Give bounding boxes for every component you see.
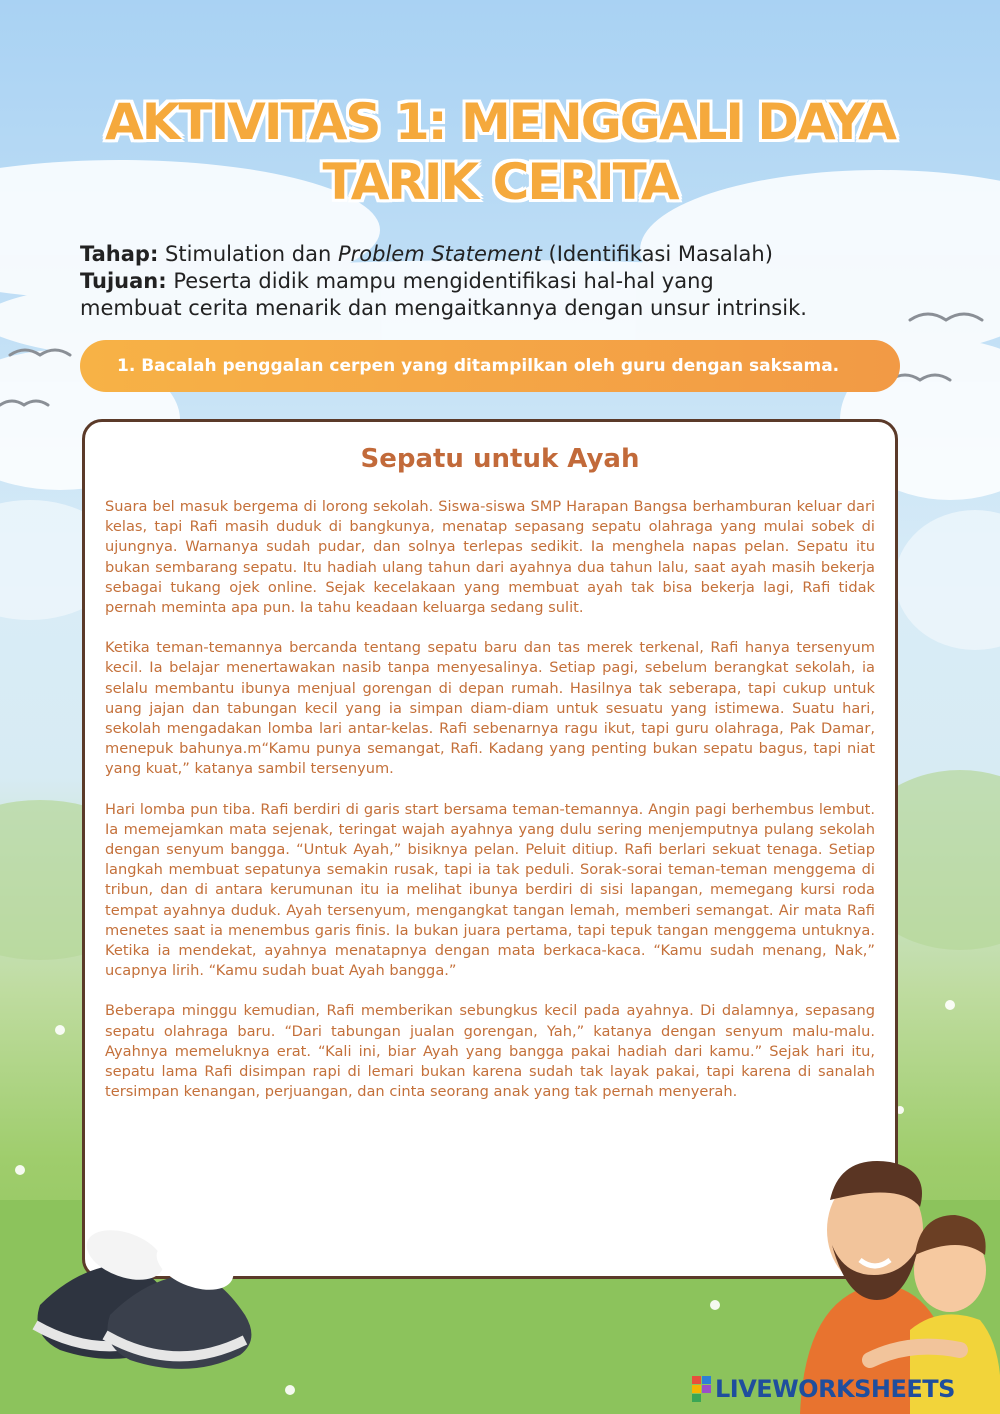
title-line-2: TARIK CERITA: [322, 153, 678, 211]
shoes-illustration: [20, 1195, 260, 1375]
title-line-1: AKTIVITAS 1: MENGGALI DAYA: [105, 93, 895, 151]
liveworksheets-logo: [692, 1374, 955, 1404]
instruction-banner: 1. Bacalah penggalan cerpen yang ditampilkan oleh guru dengan saksama.: [80, 340, 900, 392]
tahap-text-italic: Problem Statement: [337, 242, 542, 266]
liveworksheets-icon: [692, 1376, 712, 1402]
tujuan-line: [80, 268, 940, 295]
tahap-line: [80, 241, 940, 268]
tahap-text-1: Stimulation dan: [158, 242, 338, 266]
story-paragraph: Hari lomba pun tiba. Rafi berdiri di garis start bersama teman-temannya. Angin pagi berhembus lembut. Ia memejamkan mata sejenak, teringat wajah ayahnya yang dulu sering menjemputnya pulang sekolah dengan senyum bangga. “Untuk Ayah,” bisiknya pelan. Peluit ditiup. Rafi berlari sekuat tenaga. Setiap langkah membuat sepatunya semakin rusak, tapi ia tak peduli. Sorak-sorai teman-teman menggema di tribun, dan di antara kerumunan itu ia melihat ibunya berdiri di sisi lapangan, memegang kursi roda tempat ayahnya duduk. Ayah tersenyum, mengangkat tangan lemah, memberi semangat. Air mata Rafi menetes saat ia menembus garis finis. Ia bukan juara pertama, tapi tepuk tangan menggema untuknya. Ketika ia mendekat, ayahnya menatapnya dengan mata berkaca-kaca. “Kamu sudah menang, Nak,” ucapnya lirih. “Kamu sudah buat Ayah bangga.”: [105, 800, 875, 980]
brand-text: LIVEWORKSHEETS: [715, 1375, 955, 1403]
tahap-label: Tahap:: [80, 242, 159, 266]
story-title: Sepatu untuk Ayah: [360, 444, 640, 474]
tujuan-line-2: membuat cerita menarik dan mengaitkannya dengan unsur intrinsik.: [80, 296, 807, 320]
activity-info: [80, 241, 940, 322]
story-paragraph: Suara bel masuk bergema di lorong sekolah. Siswa-siswa SMP Harapan Bangsa berhamburan keluar dari kelas, tapi Rafi masih duduk di bangkunya, menatap sepasang sepatu olahraga yang mulai sobek di ujungnya. Warnanya sudah pudar, dan solnya terlepas sedikit. Ia menghela napas pelan. Sepatu itu bukan sembarang sepatu. Itu hadiah ulang tahun dari ayahnya dua tahun lalu, saat ayah masih bekerja sebagai tukang ojek online. Sejak kecelakaan yang membuat ayah tak bisa bekerja lagi, Rafi tidak pernah meminta apa pun. Ia tahu keadaan keluarga sedang sulit.: [105, 498, 875, 617]
page-title: [60, 92, 940, 212]
story-paragraph: Ketika teman-temannya bercanda tentang sepatu baru dan tas merek terkenal, Rafi hanya tersenyum kecil. Ia belajar menertawakan nasib tanpa menyesalinya. Setiap pagi, sebelum berangkat sekolah, ia selalu membantu ibunya menjual gorengan di depan rumah. Hasilnya tak seberapa, tapi cukup untuk uang jajan dan tabungan kecil yang ia simpan diam-diam untuk sesuatu yang istimewa. Suatu hari, sekolah mengadakan lomba lari antar-kelas. Rafi sebenarnya ragu ikut, tapi guru olahraga, Pak Damar, menepuk bahunya.m“Kamu punya semangat, Rafi. Kadang yang penting bukan sepatu bagus, tapi niat yang kuat,” katanya sambil tersenyum.: [105, 639, 875, 778]
tujuan-text-1: Peserta didik mampu mengidentifikasi hal-hal yang: [166, 269, 714, 293]
tujuan-label: Tujuan:: [80, 269, 167, 293]
tahap-text-2: (Identifikasi Masalah): [541, 242, 773, 266]
story-paragraph: Beberapa minggu kemudian, Rafi memberikan sebungkus kecil pada ayahnya. Di dalamnya, sepasang sepatu olahraga baru. “Dari tabungan jualan gorengan, Yah,” katanya dengan senyum malu-malu. Ayahnya memeluknya erat. “Kali ini, biar Ayah yang bangga pakai hadiah dari kamu.” Sejak hari itu, sepatu lama Rafi disimpan rapi di lemari bukan karena sudah tak layak pakai, tapi karena di sanalah tersimpan kenangan, perjuangan, dan cinta seorang anak yang tak pernah menyerah.: [105, 1002, 875, 1101]
story-text: [105, 497, 875, 1122]
